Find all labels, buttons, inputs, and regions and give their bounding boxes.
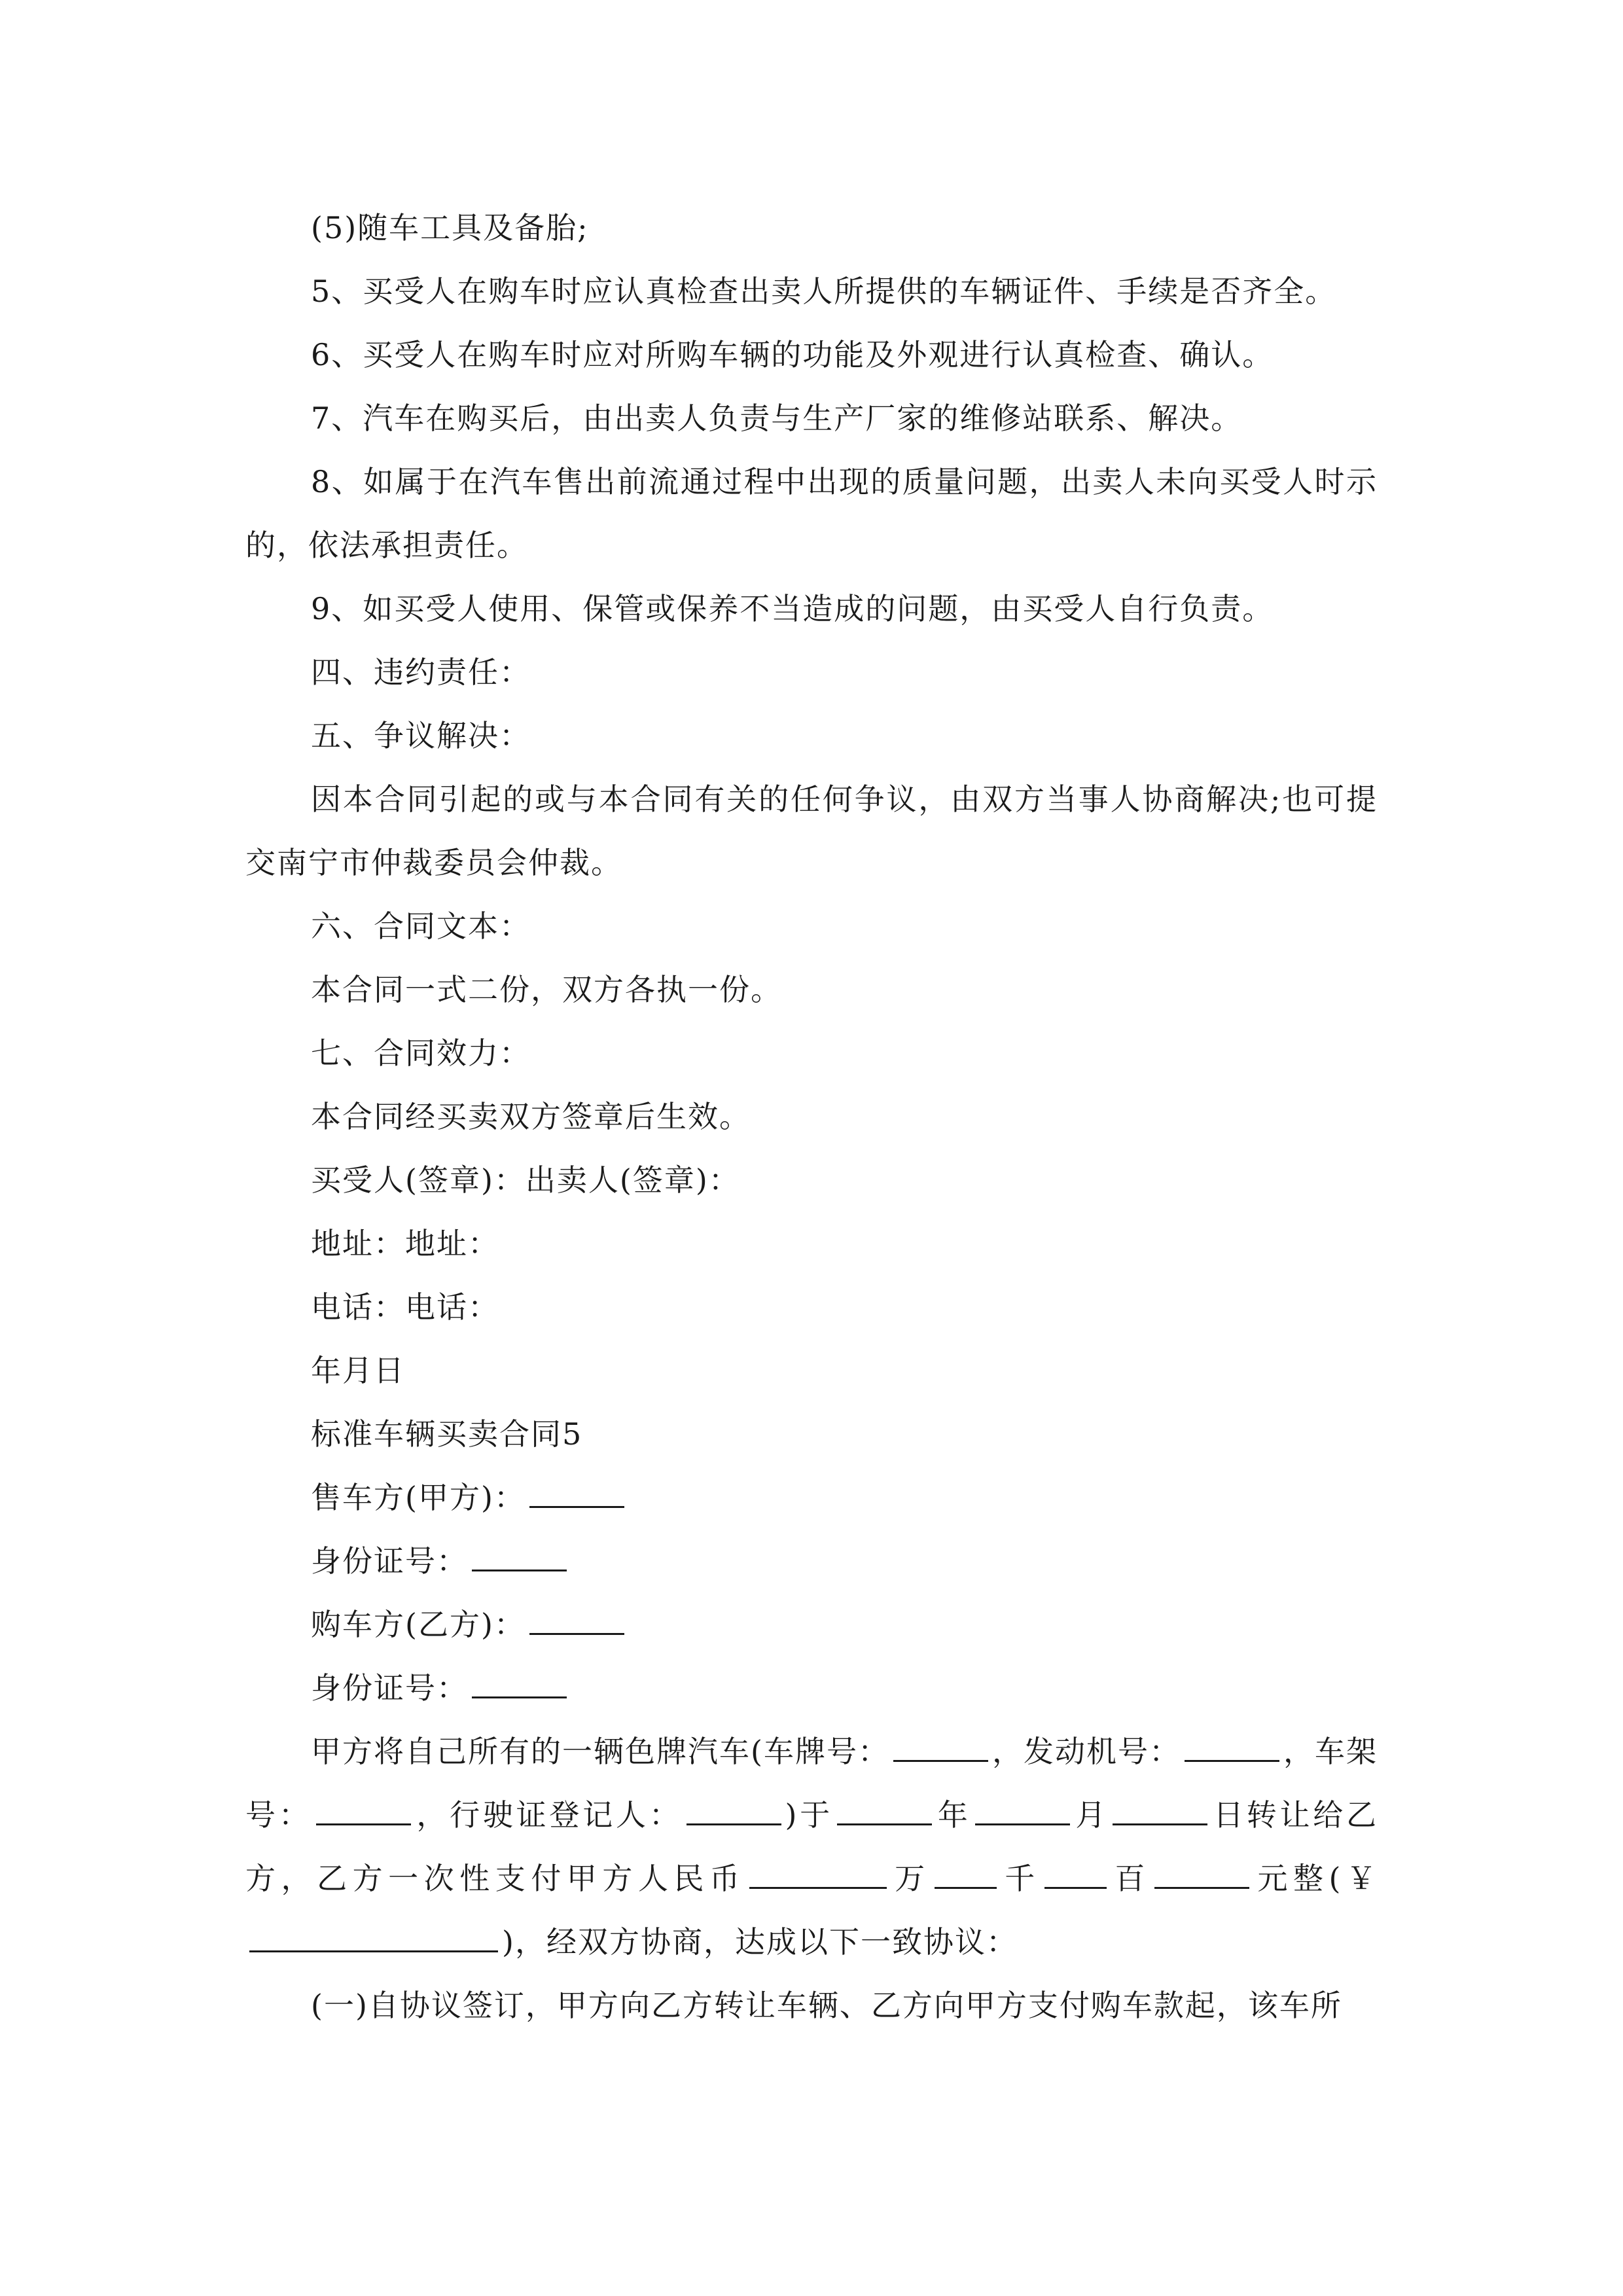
transfer-text-11: 百 — [1110, 1861, 1150, 1896]
paragraph-transfer — [245, 1720, 1378, 1974]
plate-number-blank — [893, 1730, 988, 1762]
contract-title: 标准车辆买卖合同5 — [311, 1416, 583, 1452]
frame-number-blank — [316, 1793, 411, 1825]
buyer-line — [245, 1593, 1378, 1657]
buyer-id-label: 身份证号： — [311, 1670, 468, 1706]
month-blank — [975, 1793, 1070, 1825]
transfer-text-7: 月 — [1073, 1797, 1109, 1833]
seller-id-line — [245, 1530, 1378, 1593]
heading-breach: 四、违约责任： — [311, 655, 531, 690]
transfer-text-2: ，发动机号： — [991, 1734, 1181, 1769]
thousand-blank — [935, 1857, 997, 1889]
phone-line: 电话：电话： — [311, 1289, 499, 1325]
paragraph-clause-5: 5、买受人在购车时应认真检查出卖人所提供的车辆证件、手续是否齐全。 — [311, 274, 1337, 309]
transfer-text-4: ，行驶证登记人： — [414, 1797, 683, 1833]
paragraph-agreement-1: (一)自协议签订，甲方向乙方转让车辆、乙方向甲方支付购车款起，该车所 — [311, 1988, 1342, 2023]
amount-figure-blank — [249, 1920, 498, 1952]
address-line: 地址：地址： — [311, 1226, 499, 1261]
buyer-label: 购车方(乙方)： — [311, 1607, 526, 1642]
heading-contract-text: 六、合同文本： — [311, 908, 531, 944]
year-blank — [837, 1793, 932, 1825]
transfer-text-9: 万 — [890, 1861, 931, 1896]
date-line: 年月日 — [311, 1353, 405, 1388]
engine-number-blank — [1185, 1730, 1279, 1762]
transfer-text-1: 甲方将自己所有的一辆色牌汽车(车牌号： — [311, 1734, 889, 1769]
paragraph-validity: 本合同经买卖双方签章后生效。 — [311, 1099, 751, 1134]
transfer-text-6: 年 — [936, 1797, 971, 1833]
heading-dispute: 五、争议解决： — [311, 718, 531, 753]
paragraph-clause-8: 8、如属于在汽车售出前流通过程中出现的质量问题，出卖人未向买受人时示的，依法承担责任。 — [245, 464, 1378, 563]
buyer-blank — [529, 1603, 624, 1635]
transfer-text-3: ，车架号： — [245, 1734, 1378, 1833]
buyer-id-line — [245, 1657, 1378, 1720]
registrant-blank — [687, 1793, 781, 1825]
transfer-text-13: )，经双方协商，达成以下一致协议： — [502, 1924, 1018, 1960]
ten-thousand-blank — [749, 1857, 887, 1889]
paragraph-tools: (5)随车工具及备胎; — [311, 210, 589, 245]
seller-label: 售车方(甲方)： — [311, 1480, 526, 1515]
signature-line: 买受人(签章)：出卖人(签章)： — [311, 1162, 740, 1198]
transfer-text-10: 千 — [1000, 1861, 1041, 1896]
transfer-text-8: 日转让给乙方，乙方一次性支付甲方人民币 — [245, 1797, 1378, 1896]
seller-blank — [529, 1476, 624, 1508]
day-blank — [1113, 1793, 1207, 1825]
heading-validity: 七、合同效力： — [311, 1035, 531, 1071]
buyer-id-blank — [472, 1666, 567, 1698]
document-body — [245, 196, 1378, 2037]
paragraph-clause-6: 6、买受人在购车时应对所购车辆的功能及外观进行认真检查、确认。 — [311, 337, 1274, 372]
yuan-blank — [1154, 1857, 1249, 1889]
seller-id-blank — [472, 1539, 567, 1571]
paragraph-clause-7: 7、汽车在购买后，由出卖人负责与生产厂家的维修站联系、解决。 — [311, 401, 1243, 436]
transfer-text-5: )于 — [785, 1797, 834, 1833]
paragraph-clause-9: 9、如买受人使用、保管或保养不当造成的问题，由买受人自行负责。 — [311, 591, 1274, 626]
seller-id-label: 身份证号： — [311, 1543, 468, 1579]
paragraph-dispute: 因本合同引起的或与本合同有关的任何争议，由双方当事人协商解决;也可提交南宁市仲裁委员会仲裁。 — [245, 781, 1378, 880]
transfer-text-12: 元整(￥ — [1253, 1861, 1378, 1896]
paragraph-copies: 本合同一式二份，双方各执一份。 — [311, 972, 782, 1007]
hundred-blank — [1044, 1857, 1107, 1889]
seller-line — [245, 1466, 1378, 1530]
